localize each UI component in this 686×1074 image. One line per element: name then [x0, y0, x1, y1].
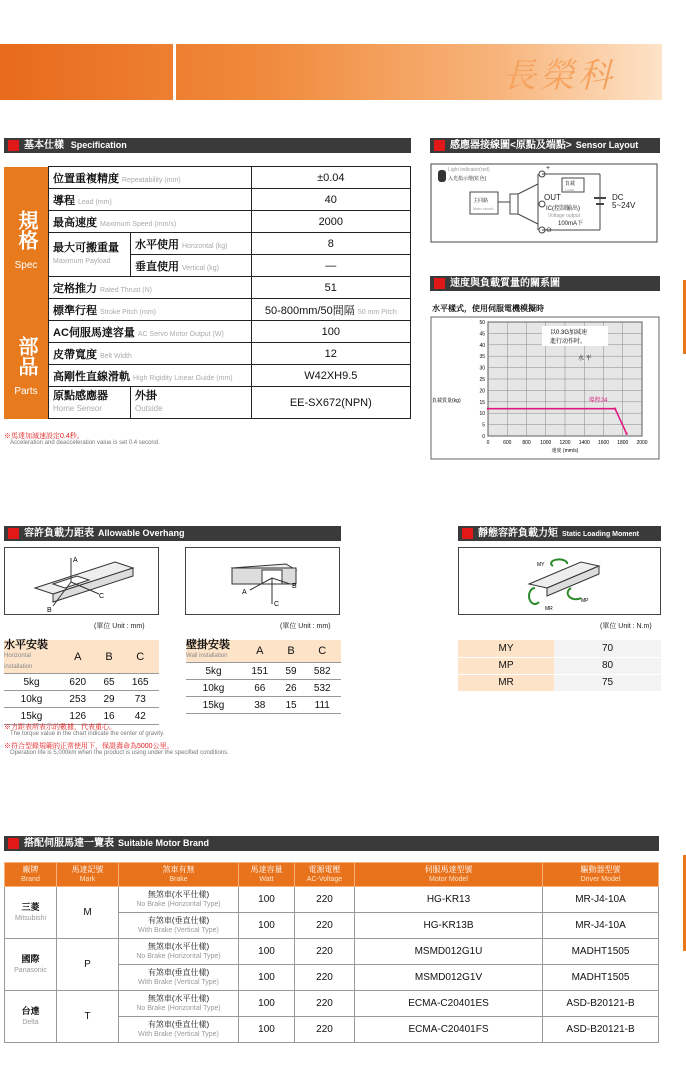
repeat-label: 位置重複精度 Repeatability (mm)	[49, 167, 252, 189]
table-row: 有煞車(垂直仕樣) With Brake (Vertical Type) 100 220 MSMD012G1V MADHT1505	[5, 965, 659, 991]
belt-label: 皮帶寬度 Belt Width	[49, 343, 252, 365]
static-unit: (單位 Unit : N.m)	[600, 623, 652, 630]
table-row: 三菱 Mitsubishi M 無煞車(水平仕樣) No Brake (Horizontal Type) 100 220 HG-KR13 MR-J4-10A	[5, 887, 659, 913]
output-en-label: Voltage output	[548, 213, 580, 219]
horiz-head: 水平安裝 Horizontal installation	[4, 640, 59, 674]
section-marker	[8, 140, 19, 151]
col-b: B	[97, 640, 122, 674]
y-tick-label: 0	[482, 434, 485, 440]
overhang-unit-right: (單位 Unit : mm)	[280, 623, 331, 630]
rail-value: W42XH9.5	[251, 365, 410, 387]
servo-label: AC伺服馬達容量 AC Servo Motor Output (W)	[49, 321, 252, 343]
table-row: MP 80	[458, 657, 661, 674]
stroke-label: 標準行程 Stroke Pitch (mm)	[49, 299, 252, 321]
svg-text:A: A	[242, 589, 247, 596]
speed-chart-subtitle: 水平樣式，使用伺服電機模擬時	[432, 304, 544, 313]
y-tick-label: 50	[479, 320, 485, 326]
data-point	[614, 407, 616, 409]
col-b: B	[279, 640, 304, 663]
wall-overhang-table	[186, 640, 341, 714]
x-tick-label: 1400	[578, 440, 590, 446]
svg-text:A: A	[73, 557, 78, 564]
spec-note: ※馬達加減速設定0.4秒。	[4, 433, 84, 440]
x-tick-label: 0	[486, 440, 490, 446]
static-fig	[458, 547, 661, 615]
dc-label: DC	[612, 193, 624, 202]
table-row: MY 70	[458, 640, 661, 657]
payload-vert-value: —	[251, 255, 410, 277]
servo-value: 100	[251, 321, 410, 343]
sensor-section-header: 感應器接線圖<原點及端點> Sensor Layout	[430, 138, 660, 153]
section-marker	[8, 528, 19, 539]
spec-title-en: Specification	[70, 140, 127, 150]
out-label: OUT	[544, 193, 561, 202]
current-label: 100mA下	[558, 221, 584, 227]
rail-label: 高剛性直線滑軌 High Rigidity Linear Guide (mm)	[49, 365, 252, 387]
svg-text:MR: MR	[545, 606, 553, 612]
spec-category: 規格 Spec	[4, 167, 49, 321]
brand-logo: 長榮科	[502, 56, 616, 96]
legend-label: 水 平	[578, 356, 592, 362]
x-tick-label: 800	[522, 440, 531, 446]
spec-table	[4, 166, 411, 419]
x-tick-label: 2000	[636, 440, 648, 446]
speed-chart-svg	[430, 316, 660, 460]
load-en-label: Load	[565, 187, 574, 192]
table-row: 5kg 620 65 165	[4, 674, 159, 691]
wall-fig-svg	[186, 548, 339, 614]
transistor-icon	[510, 194, 518, 214]
svg-text:B: B	[292, 583, 297, 590]
horizontal-fig	[4, 547, 159, 615]
wiring-svg	[430, 160, 660, 244]
table-row: 有煞車(垂直仕樣) With Brake (Vertical Type) 100 220 ECMA-C20401FS ASD-B20121-B	[5, 1017, 659, 1043]
motor-header-row: 廠牌 Brand 馬達記號 Mark 煞車有無 Brake 馬達容量 Watt 電源電壓 AC-Voltage 伺服馬達型號 Motor Model 驅動器型號 Driver Model	[5, 863, 659, 887]
light-label: Light indicator(red)	[448, 167, 490, 173]
table-row: 台達 Delta T 無煞車(水平仕樣) No Brake (Horizontal Type) 100 220 ECMA-C20401ES ASD-B20121-B	[5, 991, 659, 1017]
thrust-label: 定格推力 Rated Thrust (N)	[49, 277, 252, 299]
main-en-label: Main circuit	[473, 206, 494, 211]
light-indicator-icon	[438, 170, 446, 182]
sensor-wiring-diagram	[430, 160, 660, 244]
minus-label: ⊖	[546, 227, 552, 234]
x-axis-label: 速度 (mm/s)	[551, 448, 579, 454]
plus-label: +	[546, 165, 551, 172]
overhang-note2: ※符合型錄規範的正常使用下，保證壽命為5000公里。	[4, 743, 174, 750]
chart-note-2: 進行动作时。	[550, 339, 587, 345]
main-label: 主回路	[473, 198, 489, 204]
speed-label: 最高速度 Maximum Speed (mm/s)	[49, 211, 252, 233]
table-row: 5kg 151 59 582	[186, 663, 341, 680]
y-tick-label: 20	[479, 388, 485, 395]
payload-label: 最大可搬重量 Maximum Payload	[49, 233, 131, 277]
y-tick-label: 10	[479, 411, 485, 418]
svg-text:B: B	[47, 607, 52, 614]
series-label: 導程24	[588, 398, 608, 404]
spec-section-header	[4, 138, 411, 153]
payload-vert-label: 垂直使用 Vertical (kg)	[131, 255, 252, 277]
speed-chart-header: 速度與負載質量的關系圖	[430, 276, 660, 291]
speed-value: 2000	[251, 211, 410, 233]
overhang-unit-left: (單位 Unit : mm)	[94, 623, 145, 630]
data-point	[625, 433, 627, 435]
y-tick-label: 45	[479, 331, 485, 338]
static-table	[458, 640, 661, 692]
table-row: 15kg 38 15 111	[186, 697, 341, 714]
overhang-section-header: 容許負載力距表 Allowable Overhang	[4, 526, 341, 541]
table-row: 10kg 253 29 73	[4, 691, 159, 708]
table-row: 國際 Panasonic P 無煞車(水平仕樣) No Brake (Horizontal Type) 100 220 MSMD012G1U MADHT1505	[5, 939, 659, 965]
payload-horiz-label: 水平使用 Horizontal (kg)	[131, 233, 252, 255]
mr-arrow-icon	[529, 588, 539, 604]
col-c: C	[304, 640, 342, 663]
svg-text:MP: MP	[581, 598, 589, 604]
y-tick-label: 40	[479, 342, 485, 349]
overhang-note2-en: Operation life is 5,000km when the product is using under the specified conditions.	[10, 750, 229, 756]
static-section-header: 靜態容許負載力矩 Static Loading Moment	[458, 526, 661, 541]
x-tick-label: 1800	[617, 440, 629, 446]
belt-value: 12	[251, 343, 410, 365]
x-tick-label: 600	[503, 440, 512, 446]
sensor-value: EE-SX672(NPN)	[251, 387, 410, 419]
section-marker	[462, 528, 473, 539]
payload-horiz-value: 8	[251, 233, 410, 255]
col-a: A	[241, 640, 279, 663]
mp-arrow-icon	[568, 588, 581, 599]
y-tick-label: 15	[479, 399, 485, 406]
y-tick-label: 25	[479, 377, 485, 383]
lead-value: 40	[251, 189, 410, 211]
volt-label: 5~24V	[612, 201, 636, 210]
lead-label: 導程 Lead (mm)	[49, 189, 252, 211]
svg-text:MY: MY	[537, 562, 545, 568]
y-tick-label: 5	[482, 422, 485, 429]
wall-head: 壁掛安裝 Wall installation	[186, 640, 241, 663]
parts-category: 部品 Parts	[4, 321, 49, 419]
table-row: 15kg 126 16 42	[4, 708, 159, 725]
motor-section-header: 搭配伺服馬達一覽表 Suitable Motor Brand	[4, 836, 659, 851]
svg-text:C: C	[274, 601, 280, 608]
horizontal-fig-svg	[5, 548, 158, 614]
y-tick-label: 30	[479, 365, 485, 372]
spec-title: 基本仕樣	[24, 140, 64, 151]
sensor-label: 原點感應器 Home Sensor	[49, 387, 131, 419]
light-cn-label: 入光指示燈(紅色)	[448, 176, 487, 182]
col-a: A	[59, 640, 97, 674]
stroke-value: 50-800mm/50間隔 50 mm Pitch	[251, 299, 410, 321]
overhang-note1-en: The torque value in the chart indicate the center of gravity.	[10, 731, 165, 737]
x-tick-label: 1600	[597, 440, 610, 446]
speed-chart	[430, 316, 660, 460]
y-axis-label: 負載質量(kg)	[432, 398, 461, 404]
y-tick-label: 35	[479, 354, 485, 361]
wall-fig	[185, 547, 340, 615]
horizontal-overhang-table	[4, 640, 159, 725]
section-marker	[8, 838, 19, 849]
chart-note-1: 以0.3G加減速	[550, 330, 588, 336]
load-label: 負載	[565, 181, 576, 187]
my-arrow-icon	[551, 559, 567, 566]
spec-note-en: Acceleration and deacceleration value is set 0.4 second.	[10, 440, 160, 446]
repeat-value: ±0.04	[251, 167, 410, 189]
static-fig-svg	[459, 548, 660, 614]
x-tick-label: 1200	[559, 440, 571, 446]
overhang-note1: ※力距表所表示的數據，代表重心。	[4, 724, 116, 731]
section-marker	[434, 140, 445, 151]
table-row: 有煞車(垂直仕樣) With Brake (Vertical Type) 100 220 HG-KR13B MR-J4-10A	[5, 913, 659, 939]
col-c: C	[122, 640, 160, 674]
table-row: 10kg 66 26 532	[186, 680, 341, 697]
thrust-value: 51	[251, 277, 410, 299]
banner-divider	[173, 44, 176, 100]
ic-label: IC(控制輸出)	[546, 206, 580, 212]
svg-text:C: C	[99, 593, 105, 600]
sensor-sub-label: 外掛 Outside	[131, 387, 252, 419]
table-row: MR 75	[458, 674, 661, 691]
section-marker	[434, 278, 445, 289]
x-tick-label: 1000	[540, 440, 552, 446]
data-point	[487, 407, 489, 409]
motor-table	[4, 862, 659, 1043]
